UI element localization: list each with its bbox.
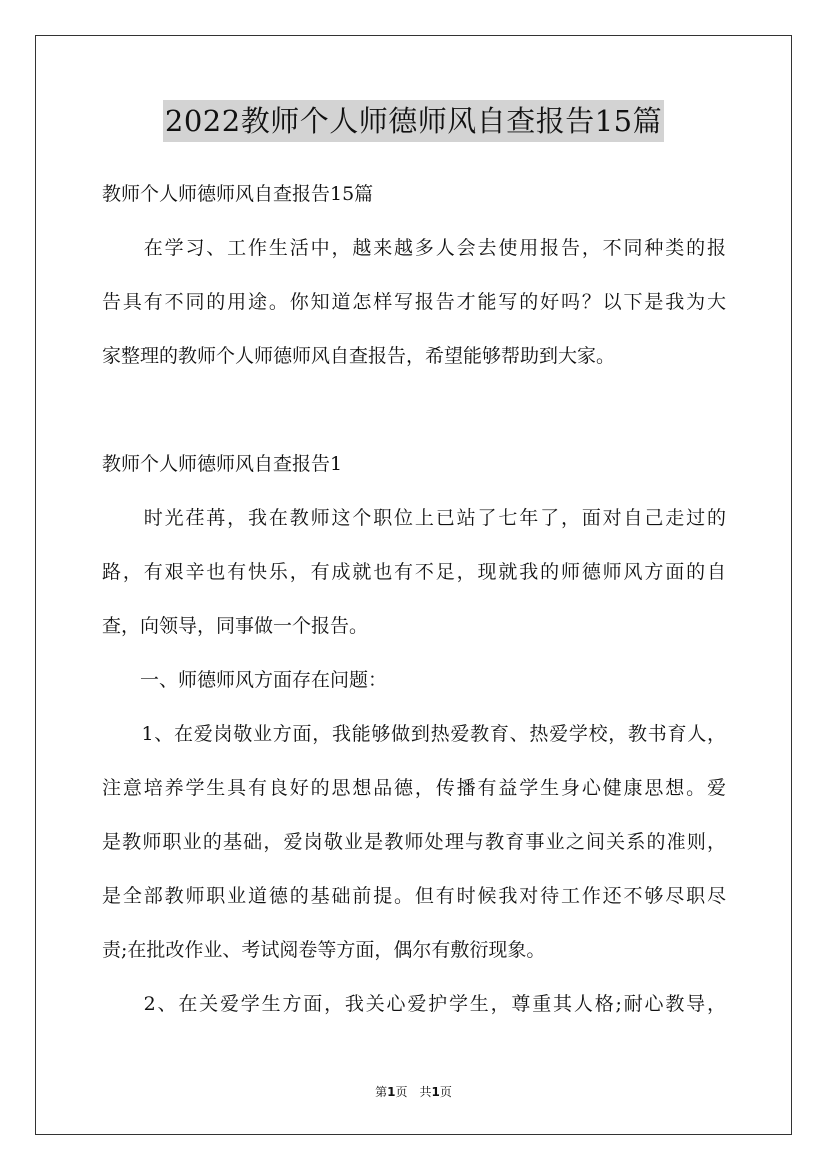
document-subtitle: 教师个人师德师风自查报告15篇 — [102, 183, 374, 205]
intro-line: 告具有不同的用途。你知道怎样写报告才能写的好吗？以下是我为大 — [102, 291, 726, 313]
body-line: 路，有艰辛也有快乐，有成就也有不足，现就我的师德师风方面的自 — [102, 561, 726, 583]
body-line: 一、师德师风方面存在问题： — [102, 669, 388, 691]
intro-line: 家整理的教师个人师德师风自查报告，希望能够帮助到大家。 — [102, 345, 616, 367]
document-title: 2022教师个人师德师风自查报告15篇 — [163, 100, 664, 142]
body-line: 是全部教师职业道德的基础前提。但有时候我对待工作还不够尽职尽 — [102, 885, 726, 907]
footer-page-total: 1 — [431, 1085, 440, 1099]
footer-page-prefix: 第 — [375, 1085, 388, 1099]
page-footer — [0, 1083, 827, 1100]
footer-page-number: 1 — [387, 1085, 396, 1099]
intro-line: 在学习、工作生活中，越来越多人会去使用报告，不同种类的报 — [102, 237, 726, 259]
body-line: 2、在关爱学生方面，我关心爱护学生，尊重其人格;耐心教导， — [102, 993, 726, 1015]
footer-page-mid: 页 共 — [395, 1085, 432, 1099]
title-container — [0, 100, 827, 142]
body-line: 责;在批改作业、考试阅卷等方面，偶尔有敷衍现象。 — [102, 939, 546, 961]
body-line: 1、在爱岗敬业方面，我能够做到热爱教育、热爱学校，教书育人， — [102, 723, 726, 745]
body-line: 查，向领导，同事做一个报告。 — [102, 615, 369, 637]
footer-page-suffix: 页 — [439, 1085, 452, 1099]
section-heading: 教师个人师德师风自查报告1 — [102, 453, 343, 475]
body-line: 时光荏苒，我在教师这个职位上已站了七年了，面对自己走过的 — [102, 507, 726, 529]
body-line: 是教师职业的基础，爱岗敬业是教师处理与教育事业之间关系的准则， — [102, 831, 726, 853]
body-line: 注意培养学生具有良好的思想品德，传播有益学生身心健康思想。爱 — [102, 777, 726, 799]
